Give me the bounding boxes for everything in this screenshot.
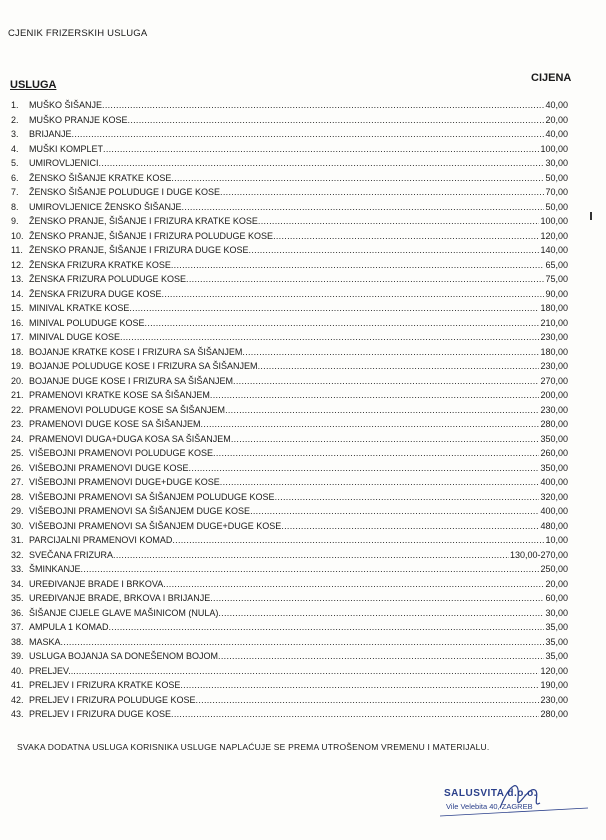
row-number: 1.: [11, 100, 19, 110]
row-number: 16.: [11, 317, 24, 328]
service-price: 480,00: [539, 519, 568, 534]
service-price: 40,00: [544, 127, 568, 142]
service-name: USLUGA BOJANJA SA DONEŠENOM BOJOM .....: [29, 649, 549, 664]
price-list-row: [0, 98, 606, 113]
service-price: 230,00: [539, 359, 568, 374]
service-column-header: USLUGA: [10, 79, 57, 91]
service-price: 100,00: [539, 214, 568, 229]
service-price: 75,00: [544, 272, 568, 287]
service-price: 70,00: [544, 185, 568, 200]
row-number: 11.: [11, 245, 23, 255]
price-list-row: [0, 287, 606, 302]
row-number: 25.: [11, 448, 24, 458]
row-number: 24.: [11, 433, 24, 444]
row-number: 38.: [11, 636, 24, 647]
service-name: MASKA .....: [29, 635, 549, 650]
row-number: 40.: [11, 665, 24, 676]
document-title: CJENIK FRIZERSKIH USLUGA: [8, 28, 148, 39]
stamp-address: Vile Velebita 40, ZAGREB: [446, 802, 533, 811]
service-name: VIŠEBOJNI PRAMENOVI SA ŠIŠANJEM DUGE+DUGE KOSE .....: [29, 519, 549, 534]
service-price: 250,00: [539, 562, 568, 577]
service-price: 20,00: [544, 577, 568, 592]
service-name: MINIVAL DUGE KOSE .....: [29, 330, 549, 345]
service-name: VIŠEBOJNI PRAMENOVI SA ŠIŠANJEM POLUDUGE KOSE .....: [29, 490, 549, 505]
service-price: 180,00: [539, 301, 568, 316]
price-list-row: [0, 461, 606, 476]
price-list-row: [0, 388, 606, 403]
row-number: 37.: [11, 622, 24, 632]
service-price: 50,00: [544, 200, 568, 215]
service-name: UMIROVLJENICI .....: [29, 156, 549, 171]
service-name: SVEČANA FRIZURA .....: [29, 548, 549, 563]
service-name: BOJANJE POLUDUGE KOSE I FRIZURA SA ŠIŠANJEM .....: [29, 359, 549, 374]
price-list: [0, 98, 606, 722]
row-number: 27.: [11, 477, 24, 487]
price-list-row: [0, 359, 606, 374]
service-name: ŽENSKO ŠIŠANJE POLUDUGE I DUGE KOSE .....: [29, 185, 549, 200]
service-price: 120,00: [539, 664, 568, 679]
price-list-row: [0, 127, 606, 142]
price-list-row: [0, 200, 606, 215]
service-name: ŠMINKANJE .....: [29, 562, 549, 577]
row-number: 36.: [11, 607, 24, 618]
price-list-row: [0, 664, 606, 679]
price-list-row: [0, 707, 606, 722]
service-name: PRAMENOVI POLUDUGE KOSE SA ŠIŠANJEM .....: [29, 403, 549, 418]
price-list-row: [0, 113, 606, 128]
service-name: PRAMENOVI DUGA+DUGA KOSA SA ŠIŠANJEM .....: [29, 432, 549, 447]
service-name: ŽENSKO PRANJE, ŠIŠANJE I FRIZURA POLUDUGE KOSE .....: [29, 229, 549, 244]
service-price: 140,00: [539, 243, 568, 258]
service-price: 35,00: [544, 635, 568, 650]
service-price: 30,00: [544, 606, 568, 621]
row-number: 15.: [11, 303, 24, 313]
service-price: 20,00: [544, 113, 568, 128]
price-column-header: CIJENA: [531, 72, 572, 84]
price-list-row: [0, 214, 606, 229]
row-number: 34.: [11, 578, 24, 589]
service-name: VIŠEBOJNI PRAMENOVI DUGE KOSE .....: [29, 461, 549, 476]
row-number: 7.: [11, 187, 19, 197]
service-name: ŽENSKA FRIZURA KRATKE KOSE .....: [29, 258, 549, 273]
price-list-row: [0, 229, 606, 244]
service-name: UREĐIVANJE BRADE I BRKOVA .....: [29, 577, 549, 592]
service-price: 210,00: [539, 316, 568, 331]
row-number: 17.: [11, 332, 24, 342]
price-list-row: [0, 577, 606, 592]
price-list-row: [0, 301, 606, 316]
service-name: PARCIJALNI PRAMENOVI KOMAD .....: [29, 533, 549, 548]
service-price: 280,00: [539, 707, 568, 722]
service-name: VIŠEBOJNI PRAMENOVI DUGE+DUGE KOSE .....: [29, 475, 549, 490]
service-name: BRIJANJE .....: [29, 127, 549, 142]
service-name: VIŠEBOJNI PRAMENOVI POLUDUGE KOSE .....: [29, 446, 549, 461]
row-number: 42.: [11, 694, 24, 705]
service-name: VIŠEBOJNI PRAMENOVI SA ŠIŠANJEM DUGE KOSE .....: [29, 504, 549, 519]
service-price: 180,00: [539, 345, 568, 360]
price-list-row: [0, 258, 606, 273]
price-list-row: [0, 185, 606, 200]
row-number: 43.: [11, 709, 24, 719]
footer-note: SVAKA DODATNA USLUGA KORISNIKA USLUGE NAPLAĆUJE SE PREMA UTROŠENOM VREMENU I MATERIJALU.: [17, 742, 490, 752]
price-list-row: [0, 374, 606, 389]
service-name: ŽENSKA FRIZURA DUGE KOSE .....: [29, 287, 549, 302]
row-number: 28.: [11, 491, 24, 502]
service-name: PRAMENOVI KRATKE KOSE SA ŠIŠANJEM .....: [29, 388, 549, 403]
row-number: 4.: [11, 143, 19, 154]
row-number: 33.: [11, 564, 24, 574]
margin-mark: [590, 212, 592, 220]
price-list-row: [0, 142, 606, 157]
company-stamp: [440, 778, 590, 828]
service-name: MINIVAL KRATKE KOSE .....: [29, 301, 549, 316]
row-number: 30.: [11, 520, 24, 531]
service-name: UMIROVLJENICE ŽENSKO ŠIŠANJE .....: [29, 200, 549, 215]
service-price: 350,00: [539, 432, 568, 447]
service-price: 230,00: [539, 330, 568, 345]
row-number: 21.: [11, 390, 24, 400]
service-price: 190,00: [539, 678, 568, 693]
price-list-row: [0, 591, 606, 606]
service-name: MUŠKO PRANJE KOSE .....: [29, 113, 549, 128]
row-number: 39.: [11, 651, 24, 661]
service-price: 400,00: [539, 504, 568, 519]
price-list-row: [0, 620, 606, 635]
row-number: 26.: [11, 462, 24, 473]
price-list-row: [0, 548, 606, 563]
service-name: PRELJEV I FRIZURA KRATKE KOSE .....: [29, 678, 549, 693]
service-price: 90,00: [544, 287, 568, 302]
row-number: 32.: [11, 549, 24, 560]
price-list-row: [0, 432, 606, 447]
price-list-row: [0, 345, 606, 360]
service-price: 60,00: [544, 591, 568, 606]
row-number: 31.: [11, 535, 24, 545]
row-number: 5.: [11, 158, 19, 168]
price-list-row: [0, 504, 606, 519]
price-list-row: [0, 171, 606, 186]
service-price: 200,00: [539, 388, 568, 403]
price-list-row: [0, 606, 606, 621]
price-list-row: [0, 446, 606, 461]
service-name: PRAMENOVI DUGE KOSE SA ŠIŠANJEM .....: [29, 417, 549, 432]
row-number: 14.: [11, 288, 24, 299]
service-name: BOJANJE KRATKE KOSE I FRIZURA SA ŠIŠANJEM .....: [29, 345, 549, 360]
row-number: 6.: [11, 172, 19, 183]
service-name: ŠIŠANJE CIJELE GLAVE MAŠINICOM (NULA) .....: [29, 606, 549, 621]
price-list-row: [0, 156, 606, 171]
service-name: PRELJEV.. .....: [29, 664, 549, 679]
service-price: 260,00: [539, 446, 568, 461]
service-name: MINIVAL POLUDUGE KOSE .....: [29, 316, 549, 331]
service-name: PRELJEV I FRIZURA POLUDUGE KOSE .....: [29, 693, 549, 708]
price-list-row: [0, 330, 606, 345]
row-number: 8.: [11, 201, 19, 212]
price-list-row: [0, 316, 606, 331]
price-list-row: [0, 635, 606, 650]
row-number: 29.: [11, 506, 24, 516]
row-number: 23.: [11, 419, 24, 429]
row-number: 19.: [11, 361, 24, 371]
price-list-row: [0, 533, 606, 548]
row-number: 3.: [11, 129, 19, 139]
service-price: 35,00: [544, 620, 568, 635]
price-list-row: [0, 490, 606, 505]
service-name: MUŠKI KOMPLET .....: [29, 142, 549, 157]
row-number: 22.: [11, 404, 24, 415]
row-number: 9.: [11, 216, 19, 226]
service-name: UREĐIVANJE BRADE, BRKOVA I BRIJANJE .....: [29, 591, 549, 606]
service-price: 35,00: [544, 649, 568, 664]
row-number: 20.: [11, 375, 24, 386]
service-name: BOJANJE DUGE KOSE I FRIZURA SA ŠIŠANJEM .....: [29, 374, 549, 389]
service-price: 280,00: [539, 417, 568, 432]
service-price: 100,00: [539, 142, 568, 157]
row-number: 12.: [11, 259, 24, 270]
service-name: PRELJEV I FRIZURA DUGE KOSE .....: [29, 707, 549, 722]
service-price: 120,00: [539, 229, 568, 244]
price-list-row: [0, 272, 606, 287]
service-name: MUŠKO ŠIŠANJE .....: [29, 98, 549, 113]
row-number: 2.: [11, 114, 19, 125]
price-list-row: [0, 243, 606, 258]
service-name: AMPULA 1 KOMAD .....: [29, 620, 549, 635]
price-list-row: [0, 475, 606, 490]
service-price: 270,00: [539, 374, 568, 389]
row-number: 18.: [11, 346, 24, 357]
service-price: 350,00: [539, 461, 568, 476]
service-price: 40,00: [544, 98, 568, 113]
price-list-row: [0, 562, 606, 577]
price-list-row: [0, 519, 606, 534]
service-name: ŽENSKO PRANJE, ŠIŠANJE I FRIZURA KRATKE KOSE .....: [29, 214, 549, 229]
stamp-company-name: SALUSVITA d.o.o.: [444, 788, 537, 799]
row-number: 13.: [11, 274, 24, 284]
row-number: 35.: [11, 593, 24, 603]
service-price: 50,00: [544, 171, 568, 186]
service-price: 65,00: [544, 258, 568, 273]
service-price: 230,00: [539, 693, 568, 708]
service-price: 230,00: [539, 403, 568, 418]
service-name: ŽENSKA FRIZURA POLUDUGE KOSE .....: [29, 272, 549, 287]
row-number: 10.: [11, 230, 24, 241]
price-list-row: [0, 403, 606, 418]
service-price: 10,00: [544, 533, 568, 548]
service-price: 320,00: [539, 490, 568, 505]
row-number: 41.: [11, 680, 24, 690]
price-list-row: [0, 693, 606, 708]
service-price: 30,00: [544, 156, 568, 171]
service-name: ŽENSKO ŠIŠANJE KRATKE KOSE .....: [29, 171, 549, 186]
service-price: 130,00-270,00: [509, 548, 568, 563]
price-list-row: [0, 417, 606, 432]
service-price: 400,00: [539, 475, 568, 490]
price-list-row: [0, 649, 606, 664]
price-list-row: [0, 678, 606, 693]
service-name: ŽENSKO PRANJE, ŠIŠANJE I FRIZURA DUGE KOSE .....: [29, 243, 549, 258]
